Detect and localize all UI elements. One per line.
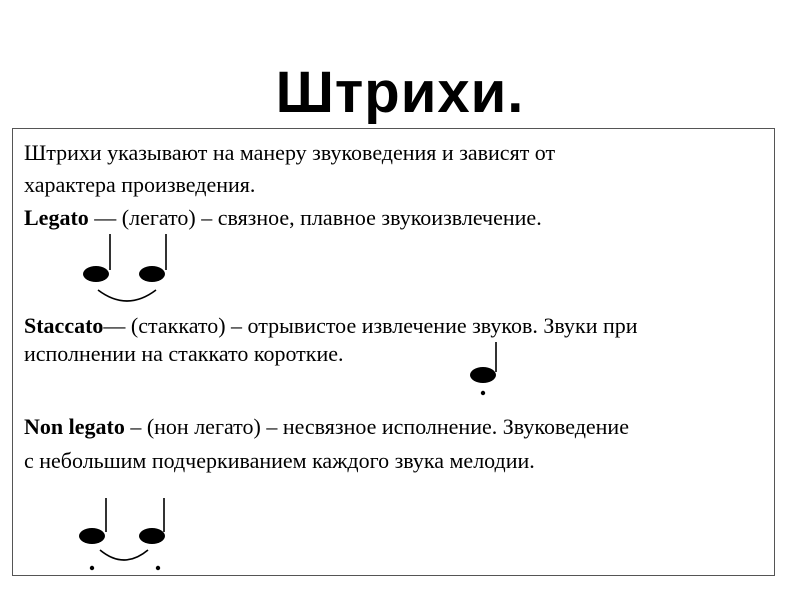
staccato-description: — (стаккато) – отрывистое извлечение звуков. Звуки при	[103, 313, 638, 338]
non-legato-line-2: с небольшим подчеркиванием каждого звука мелодии.	[24, 448, 535, 473]
non-legato-notation-icon	[66, 494, 186, 578]
staccato-note-head	[470, 367, 496, 383]
non-legato-note-1-head	[79, 528, 105, 544]
legato-slur	[98, 290, 156, 301]
legato-note-1-head	[83, 266, 109, 282]
staccato-line-2: исполнении на стаккато короткие.	[24, 341, 344, 366]
slide-title: Штрихи.	[275, 60, 525, 125]
non-legato-note-2-head	[139, 528, 165, 544]
legato-note-2-head	[139, 266, 165, 282]
legato-description: — (легато) – связное, плавное звукоизвлечение.	[88, 205, 542, 230]
non-legato-line	[24, 414, 629, 440]
staccato-dot	[481, 391, 485, 395]
staccato-notation-icon	[462, 338, 512, 402]
legato-term: Legato	[24, 205, 89, 230]
intro-line-2: характера произведения.	[24, 172, 256, 197]
intro-line-1: Штрихи указывают на манеру звуковедения и зависят от	[24, 140, 556, 165]
legato-notation-icon	[70, 228, 190, 318]
non-legato-term: Non legato	[24, 414, 125, 439]
staccato-line	[24, 313, 638, 339]
non-legato-dot-2	[156, 566, 160, 570]
non-legato-description: – (нон легато) – несвязное исполнение. Звуковедение	[124, 414, 629, 439]
staccato-term: Staccato	[24, 313, 104, 338]
non-legato-dot-1	[90, 566, 94, 570]
non-legato-slur	[100, 550, 148, 560]
